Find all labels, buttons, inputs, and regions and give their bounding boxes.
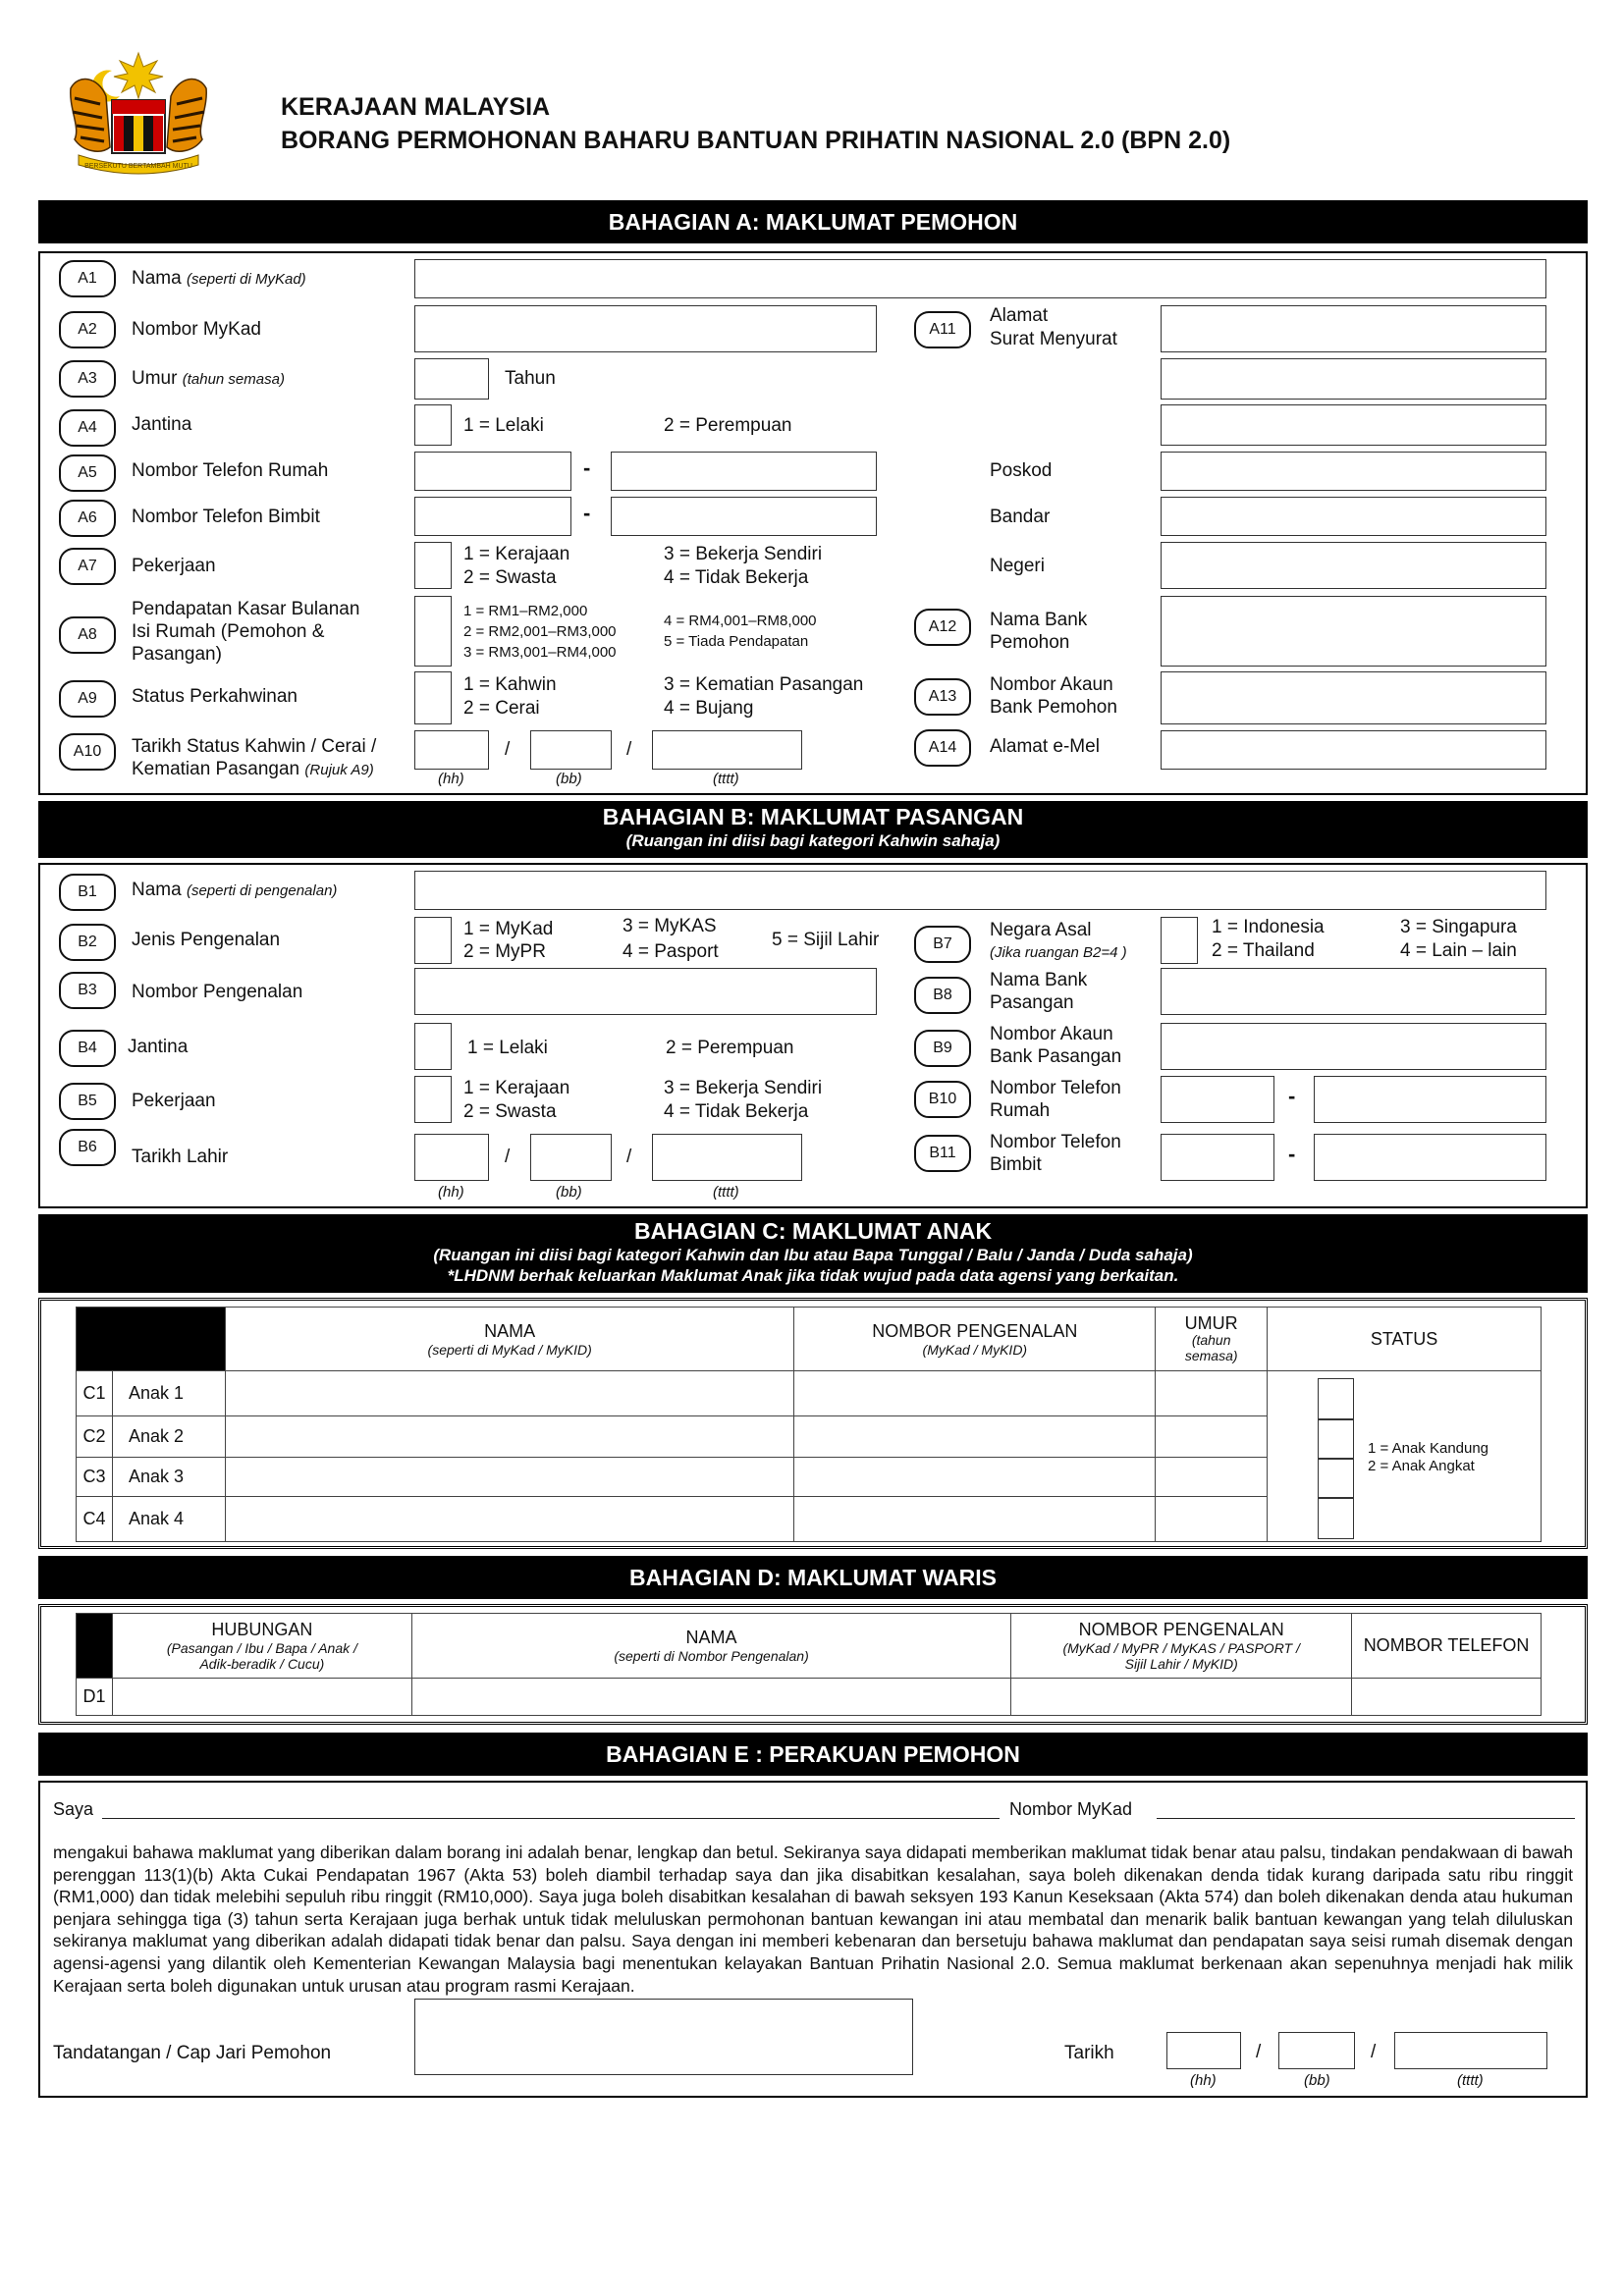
cell-nombor[interactable] xyxy=(794,1371,1156,1416)
input-b11-phone-part1[interactable] xyxy=(1161,1134,1274,1181)
label-saya: Saya xyxy=(53,1799,94,1819)
dash-b11: - xyxy=(1288,1142,1296,1166)
row-code: D1 xyxy=(77,1679,113,1716)
input-e-month[interactable] xyxy=(1278,2032,1355,2069)
input-a6-phone-part2[interactable] xyxy=(611,497,877,536)
label-a9: Status Perkahwinan xyxy=(132,686,298,707)
label-a11-line2: Surat Menyurat xyxy=(990,329,1117,349)
slash-a10-2: / xyxy=(626,739,632,760)
label-b9-line2: Bank Pasangan xyxy=(990,1046,1122,1067)
header-blank xyxy=(77,1308,226,1371)
section-b-subtitle: (Ruangan ini diisi bagi kategori Kahwin sahaja) xyxy=(625,831,1001,850)
label-a4: Jantina xyxy=(132,414,192,435)
opt-a9-4: 4 = Bujang xyxy=(664,698,754,719)
section-c-subtitle-2: *LHDNM berhak keluarkan Maklumat Anak jika tidak wujud pada data agensi yang berkaitan. xyxy=(447,1266,1179,1285)
opt-b7-3: 3 = Singapura xyxy=(1400,917,1517,937)
input-a10-month[interactable] xyxy=(530,730,612,770)
code-a14: A14 xyxy=(914,729,971,767)
code-b5: B5 xyxy=(59,1083,116,1120)
opt-a7-2: 2 = Swasta xyxy=(463,567,557,588)
table-row xyxy=(77,1679,1542,1716)
row-label: Anak 4 xyxy=(112,1497,225,1542)
status-option-2: 2 = Anak Angkat xyxy=(1368,1458,1475,1474)
input-a5-phone-part2[interactable] xyxy=(611,452,877,491)
label-b9-line1: Nombor Akaun xyxy=(990,1024,1113,1044)
opt-b5-4: 4 = Tidak Bekerja xyxy=(664,1101,809,1122)
label-b2: Jenis Pengenalan xyxy=(132,930,281,950)
header-nombor-telefon: NOMBOR TELEFON xyxy=(1352,1614,1542,1679)
opt-b5-1: 1 = Kerajaan xyxy=(463,1078,570,1098)
label-a3: Umur (tahun semasa) xyxy=(132,368,285,389)
input-saya-mykad[interactable] xyxy=(1157,1818,1575,1819)
input-b5-pekerjaan[interactable] xyxy=(414,1076,452,1123)
row-label: Anak 3 xyxy=(112,1458,225,1497)
input-a12-nama-bank[interactable] xyxy=(1161,596,1546,667)
label-a12-line2: Pemohon xyxy=(990,632,1070,653)
code-a12: A12 xyxy=(914,609,971,646)
input-a10-day[interactable] xyxy=(414,730,489,770)
input-a11-address-line3[interactable] xyxy=(1161,404,1546,446)
input-a11-address-line2[interactable] xyxy=(1161,358,1546,400)
label-a10-line1: Tarikh Status Kahwin / Cerai / xyxy=(132,736,377,757)
declaration-paragraph: mengakui bahawa maklumat yang diberikan dalam borang ini adalah benar, lengkap dan betul. Sekiranya saya didapati memberikan maklumat tidak benar atau palsu, tindakan pendakwaan di bawah perenggan 113(1)(b) Akta Cukai Pendapatan 1967 (Akta 53) boleh diambil terhadap saya dan jika disabitkan kesalahan, saya boleh dikenakan denda tidak kurang daripada satu ribu ringgit (RM1,000) dan tidak melebihi sepuluh ribu ringgit (RM10,000). Saya juga boleh disabitkan kesalahan di bawah seksyen 193 Kanun Keseksaan (Akta 574) dan boleh dikenakan denda atau hukuman penjara sehingga tiga (3) tahun serta Kerajaan juga berhak untuk tidak meluluskan permohonan bantuan kewangan ini atau membatal dan menarik balik bantuan kewangan yang telah diluluskan sekiranya maklumat yang diberikan adalah didapati tidak benar dan palsu. Saya dengan ini memberi kebenaran dan bersetuju bahawa maklumat dan pendapatan saya seisi rumah disemak dengan agensi-agensi yang dilantik oleh Kementerian Kewangan Malaysia bagi menentukan kelayakan Bantuan Prihatin Nasional 2.0. Semua maklumat berkenaan akan sepenuhnya menjadi hak milik Kerajaan serta boleh digunakan untuk urusan atau program rasmi Kerajaan. xyxy=(53,1842,1573,1996)
input-b10-phone-part1[interactable] xyxy=(1161,1076,1274,1123)
opt-a7-3: 3 = Bekerja Sendiri xyxy=(664,544,823,564)
opt-b4-1: 1 = Lelaki xyxy=(467,1038,548,1058)
crest-motto: BERSEKUTU BERTAMBAH MUTU xyxy=(84,163,192,170)
input-a4-jantina[interactable] xyxy=(414,404,452,446)
input-b1-nama[interactable] xyxy=(414,871,1546,910)
dash-b10: - xyxy=(1288,1084,1296,1108)
code-a11: A11 xyxy=(914,311,971,348)
hint-b6-hh: (hh) xyxy=(438,1184,464,1201)
code-b9: B9 xyxy=(914,1030,971,1067)
section-c-title: BAHAGIAN C: MAKLUMAT ANAK xyxy=(633,1218,993,1244)
opt-b2-1: 1 = MyKad xyxy=(463,919,554,939)
cell-nama[interactable] xyxy=(225,1371,794,1416)
code-a6: A6 xyxy=(59,500,116,537)
section-b-header xyxy=(38,801,1588,858)
cell-nama[interactable] xyxy=(225,1497,794,1542)
input-b7-negara[interactable] xyxy=(1161,917,1198,964)
label-b8-line2: Pasangan xyxy=(990,992,1074,1013)
slash-e-1: / xyxy=(1256,2042,1262,2062)
code-b3: B3 xyxy=(59,972,116,1009)
opt-b2-2: 2 = MyPR xyxy=(463,941,546,962)
label-a12-line1: Nama Bank xyxy=(990,610,1088,630)
row-code: C1 xyxy=(77,1371,113,1416)
input-b6-day[interactable] xyxy=(414,1134,489,1181)
input-b6-year[interactable] xyxy=(652,1134,802,1181)
opt-a8-2: 2 = RM2,001–RM3,000 xyxy=(463,623,617,640)
input-b8-nama-bank[interactable] xyxy=(1161,968,1546,1015)
input-saya-nama[interactable] xyxy=(102,1818,1000,1819)
code-b8: B8 xyxy=(914,977,971,1014)
input-b10-phone-part2[interactable] xyxy=(1314,1076,1546,1123)
input-e-day[interactable] xyxy=(1166,2032,1241,2069)
slash-a10-1: / xyxy=(505,739,511,760)
code-b6: B6 xyxy=(59,1129,116,1166)
slash-b6-2: / xyxy=(626,1147,632,1167)
opt-b2-3: 3 = MyKAS xyxy=(623,916,717,936)
label-bandar: Bandar xyxy=(990,507,1051,527)
code-b1: B1 xyxy=(59,874,116,911)
label-b6: Tarikh Lahir xyxy=(132,1147,229,1167)
opt-b5-3: 3 = Bekerja Sendiri xyxy=(664,1078,823,1098)
cell-telefon[interactable] xyxy=(1352,1679,1542,1716)
slash-e-2: / xyxy=(1371,2042,1377,2062)
opt-a9-2: 2 = Cerai xyxy=(463,698,540,719)
input-poskod[interactable] xyxy=(1161,452,1546,491)
header-title-line-2: BORANG PERMOHONAN BAHARU BANTUAN PRIHATIN NASIONAL 2.0 (BPN 2.0) xyxy=(281,127,1231,154)
label-a8-line3: Pasangan) xyxy=(132,644,222,665)
label-b4: Jantina xyxy=(128,1037,189,1057)
label-a1: Nama (seperti di MyKad) xyxy=(132,268,306,289)
section-d-title: BAHAGIAN D: MAKLUMAT WARIS xyxy=(38,1556,1588,1599)
hint-b6-tttt: (tttt) xyxy=(713,1184,739,1201)
cell-nama[interactable] xyxy=(225,1458,794,1497)
code-b11: B11 xyxy=(914,1135,971,1172)
label-a13-line2: Bank Pemohon xyxy=(990,697,1117,718)
status-option-1: 1 = Anak Kandung xyxy=(1368,1440,1489,1457)
input-a3-umur[interactable] xyxy=(414,358,489,400)
status-box-c2[interactable] xyxy=(1318,1419,1354,1459)
label-a5: Nombor Telefon Rumah xyxy=(132,460,329,481)
cell-umur[interactable] xyxy=(1156,1458,1268,1497)
label-a13-line1: Nombor Akaun xyxy=(990,674,1113,695)
code-a9: A9 xyxy=(59,680,116,718)
row-code: C4 xyxy=(77,1497,113,1542)
opt-b7-2: 2 = Thailand xyxy=(1212,940,1315,961)
row-code: C2 xyxy=(77,1416,113,1458)
header-title-line-1: KERAJAAN MALAYSIA xyxy=(281,93,551,121)
input-a5-phone-part1[interactable] xyxy=(414,452,571,491)
row-code: C3 xyxy=(77,1458,113,1497)
header-nama: NAMA (seperti di MyKad / MyKID) xyxy=(225,1308,794,1371)
input-a8-pendapatan[interactable] xyxy=(414,596,452,667)
cell-umur[interactable] xyxy=(1156,1497,1268,1542)
label-tandatangan: Tandatangan / Cap Jari Pemohon xyxy=(53,2043,332,2063)
malaysia-coat-of-arms-icon xyxy=(61,49,216,175)
opt-a7-4: 4 = Tidak Bekerja xyxy=(664,567,809,588)
opt-a8-4: 4 = RM4,001–RM8,000 xyxy=(664,613,817,629)
code-b4: B4 xyxy=(59,1030,116,1067)
input-b11-phone-part2[interactable] xyxy=(1314,1134,1546,1181)
dash-a6: - xyxy=(583,501,591,525)
input-a2-mykad[interactable] xyxy=(414,305,877,352)
input-a7-pekerjaan[interactable] xyxy=(414,542,452,589)
section-e-title: BAHAGIAN E : PERAKUAN PEMOHON xyxy=(38,1733,1588,1776)
input-signature[interactable] xyxy=(414,1999,913,2075)
label-a6: Nombor Telefon Bimbit xyxy=(132,507,320,527)
input-a9-status[interactable] xyxy=(414,671,452,724)
section-b-title: BAHAGIAN B: MAKLUMAT PASANGAN xyxy=(602,804,1024,829)
label-poskod: Poskod xyxy=(990,460,1053,481)
opt-a4-2: 2 = Perempuan xyxy=(664,415,792,436)
input-a11-address-line1[interactable] xyxy=(1161,305,1546,352)
input-a6-phone-part1[interactable] xyxy=(414,497,571,536)
label-b11-line1: Nombor Telefon xyxy=(990,1132,1121,1152)
code-a8: A8 xyxy=(59,616,116,654)
note-b7: (Jika ruangan B2=4 ) xyxy=(990,944,1127,961)
input-a14-email[interactable] xyxy=(1161,730,1546,770)
status-box-c4[interactable] xyxy=(1318,1498,1354,1539)
opt-a7-1: 1 = Kerajaan xyxy=(463,544,570,564)
hint-e-hh: (hh) xyxy=(1190,2072,1217,2089)
label-b11-line2: Bimbit xyxy=(990,1154,1042,1175)
label-a7: Pekerjaan xyxy=(132,556,216,576)
hint-a10-tttt: (tttt) xyxy=(713,771,739,787)
code-a4: A4 xyxy=(59,409,116,447)
code-b7: B7 xyxy=(914,926,971,963)
code-b2: B2 xyxy=(59,924,116,961)
label-nombor-mykad: Nombor MyKad xyxy=(1009,1799,1133,1819)
label-b10-line2: Rumah xyxy=(990,1100,1051,1121)
input-negeri[interactable] xyxy=(1161,542,1546,589)
code-a5: A5 xyxy=(59,454,116,492)
header-umur: UMUR (tahun semasa) xyxy=(1156,1308,1268,1371)
header-nama: NAMA (seperti di Nombor Pengenalan) xyxy=(411,1614,1011,1679)
label-a2: Nombor MyKad xyxy=(132,319,261,340)
row-label: Anak 1 xyxy=(112,1371,225,1416)
input-a13-akaun-bank[interactable] xyxy=(1161,671,1546,724)
code-a1: A1 xyxy=(59,260,116,297)
header-nombor-pengenalan: NOMBOR PENGENALAN (MyKad / MyKID) xyxy=(794,1308,1156,1371)
unit-tahun: Tahun xyxy=(505,368,556,389)
cell-nombor[interactable] xyxy=(794,1416,1156,1458)
label-a11-line1: Alamat xyxy=(990,305,1049,326)
code-a3: A3 xyxy=(59,360,116,398)
input-b9-akaun-bank[interactable] xyxy=(1161,1023,1546,1070)
input-e-year[interactable] xyxy=(1394,2032,1547,2069)
hint-b6-bb: (bb) xyxy=(556,1184,582,1201)
opt-b4-2: 2 = Perempuan xyxy=(666,1038,794,1058)
label-tarikh: Tarikh xyxy=(1064,2043,1114,2063)
cell-umur[interactable] xyxy=(1156,1416,1268,1458)
hint-e-bb: (bb) xyxy=(1304,2072,1330,2089)
label-b7: Negara Asal xyxy=(990,920,1092,940)
cell-umur[interactable] xyxy=(1156,1371,1268,1416)
label-b1: Nama (seperti di pengenalan) xyxy=(132,880,338,900)
code-a2: A2 xyxy=(59,311,116,348)
label-a14: Alamat e-Mel xyxy=(990,736,1100,757)
cell-nama[interactable] xyxy=(411,1679,1011,1716)
opt-b2-4: 4 = Pasport xyxy=(623,941,719,962)
header-status: STATUS xyxy=(1268,1308,1542,1371)
status-box-c1[interactable] xyxy=(1318,1378,1354,1419)
input-b3-nombor[interactable] xyxy=(414,968,877,1015)
cell-nombor[interactable] xyxy=(1011,1679,1352,1716)
opt-b2-5: 5 = Sijil Lahir xyxy=(772,930,880,950)
cell-nombor[interactable] xyxy=(794,1497,1156,1542)
opt-a4-1: 1 = Lelaki xyxy=(463,415,544,436)
heir-table xyxy=(76,1613,1542,1716)
label-b10-line1: Nombor Telefon xyxy=(990,1078,1121,1098)
header-hubungan: HUBUNGAN (Pasangan / Ibu / Bapa / Anak / Adik-beradik / Cucu) xyxy=(112,1614,411,1679)
hint-a10-hh: (hh) xyxy=(438,771,464,787)
header-nombor-pengenalan: NOMBOR PENGENALAN (MyKad / MyPR / MyKAS / PASPORT / Sijil Lahir / MyKID) xyxy=(1011,1614,1352,1679)
cell-hubungan[interactable] xyxy=(112,1679,411,1716)
input-b2-jenis[interactable] xyxy=(414,917,452,964)
hint-a10-bb: (bb) xyxy=(556,771,582,787)
code-a7: A7 xyxy=(59,548,116,585)
slash-b6-1: / xyxy=(505,1147,511,1167)
row-label: Anak 2 xyxy=(112,1416,225,1458)
code-a10: A10 xyxy=(59,733,116,771)
label-b3: Nombor Pengenalan xyxy=(132,982,303,1002)
status-box-c3[interactable] xyxy=(1318,1459,1354,1498)
opt-b5-2: 2 = Swasta xyxy=(463,1101,557,1122)
cell-nombor[interactable] xyxy=(794,1458,1156,1497)
label-b5: Pekerjaan xyxy=(132,1091,216,1111)
opt-a8-5: 5 = Tiada Pendapatan xyxy=(664,633,809,650)
opt-a9-3: 3 = Kematian Pasangan xyxy=(664,674,864,695)
opt-b7-4: 4 = Lain – lain xyxy=(1400,940,1517,961)
opt-a9-1: 1 = Kahwin xyxy=(463,674,557,695)
section-a-title: BAHAGIAN A: MAKLUMAT PEMOHON xyxy=(38,200,1588,243)
input-a10-year[interactable] xyxy=(652,730,802,770)
input-bandar[interactable] xyxy=(1161,497,1546,536)
section-c-subtitle-1: (Ruangan ini diisi bagi kategori Kahwin dan Ibu atau Bapa Tunggal / Balu / Janda / Duda sahaja) xyxy=(433,1246,1193,1264)
input-b4-jantina[interactable] xyxy=(414,1023,452,1070)
opt-a8-1: 1 = RM1–RM2,000 xyxy=(463,603,588,619)
label-b8-line1: Nama Bank xyxy=(990,970,1088,990)
dash-a5: - xyxy=(583,455,591,480)
input-a1-nama[interactable] xyxy=(414,259,1546,298)
input-b6-month[interactable] xyxy=(530,1134,612,1181)
header-blank xyxy=(77,1614,113,1679)
label-negeri: Negeri xyxy=(990,556,1045,576)
hint-e-tttt: (tttt) xyxy=(1457,2072,1484,2089)
label-a10-line2: Kematian Pasangan (Rujuk A9) xyxy=(132,759,374,779)
section-c-header xyxy=(38,1214,1588,1293)
opt-b7-1: 1 = Indonesia xyxy=(1212,917,1325,937)
label-a8-line1: Pendapatan Kasar Bulanan xyxy=(132,599,360,619)
label-a8-line2: Isi Rumah (Pemohon & xyxy=(132,621,325,642)
cell-nama[interactable] xyxy=(225,1416,794,1458)
code-a13: A13 xyxy=(914,678,971,716)
opt-a8-3: 3 = RM3,001–RM4,000 xyxy=(463,644,617,661)
code-b10: B10 xyxy=(914,1081,971,1118)
